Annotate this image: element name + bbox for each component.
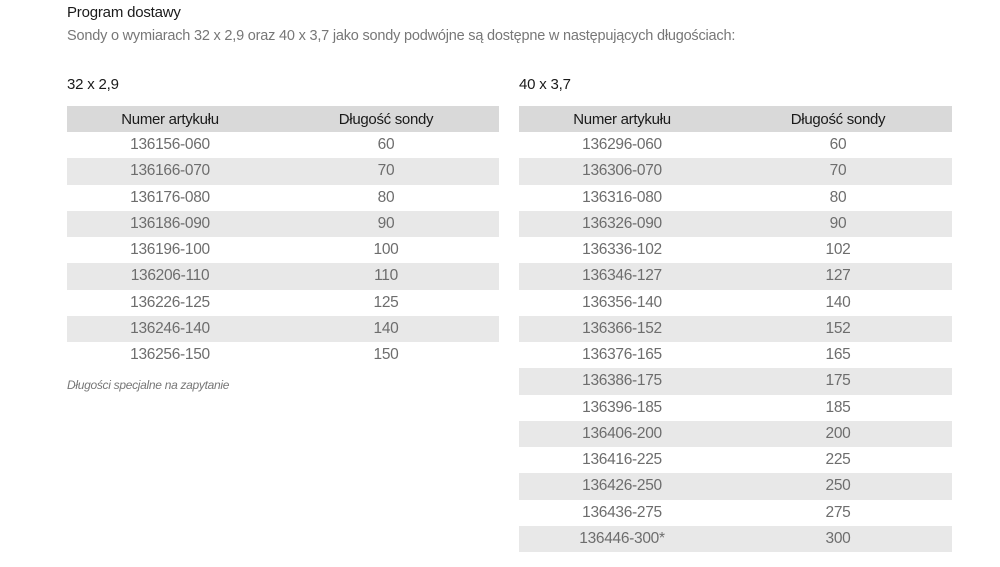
table-row: [67, 342, 499, 368]
table-row: [67, 132, 499, 158]
probe-length-cell: 250: [825, 477, 851, 495]
table-1-label: 32 x 2,9: [67, 76, 119, 93]
table-row: [519, 500, 952, 526]
article-number-cell: 136416-225: [582, 451, 662, 469]
table-row: [67, 290, 499, 316]
article-number-cell: 136186-090: [130, 214, 210, 232]
table-row: [519, 211, 952, 237]
table-row: [519, 368, 952, 394]
product-table-32x29: [67, 106, 499, 368]
probe-length-cell: 90: [377, 214, 395, 232]
table-row: [67, 185, 499, 211]
probe-length-cell: 152: [825, 319, 851, 337]
probe-length-cell: 110: [374, 267, 398, 285]
probe-length-cell: 275: [825, 503, 851, 521]
table-header-row: [67, 106, 499, 132]
probe-length-cell: 300: [825, 529, 851, 547]
special-lengths-note: Długości specjalne na zapytanie: [67, 378, 230, 392]
table-row: [519, 237, 952, 263]
product-table-40x37: [519, 106, 952, 552]
table-row: [519, 132, 952, 158]
probe-length-cell: 150: [373, 346, 399, 364]
article-number-cell: 136386-175: [582, 372, 662, 390]
probe-length-cell: 70: [377, 162, 395, 180]
probe-length-cell: 60: [829, 136, 847, 154]
probe-length-cell: 175: [825, 372, 851, 390]
article-number-cell: 136406-200: [582, 424, 662, 442]
table-row: [519, 421, 952, 447]
table-row: [67, 263, 499, 289]
article-number-cell: 136296-060: [582, 136, 662, 154]
table-row: [519, 316, 952, 342]
column-header-probe-length: Długość sondy: [790, 110, 886, 128]
column-header-probe-length: Długość sondy: [338, 110, 434, 128]
article-number-cell: 136316-080: [582, 188, 662, 206]
table-row: [519, 185, 952, 211]
table-row: [519, 342, 952, 368]
table-row: [67, 211, 499, 237]
probe-length-cell: 165: [825, 346, 851, 364]
probe-length-cell: 225: [825, 451, 851, 469]
article-number-cell: 136446-300*: [579, 529, 665, 547]
probe-length-cell: 200: [825, 424, 851, 442]
table-row: [67, 316, 499, 342]
probe-length-cell: 185: [825, 398, 851, 416]
article-number-cell: 136176-080: [130, 188, 210, 206]
article-number-cell: 136336-102: [582, 241, 662, 259]
probe-length-cell: 80: [377, 188, 395, 206]
probe-length-cell: 100: [373, 241, 399, 259]
article-number-cell: 136346-127: [582, 267, 662, 285]
article-number-cell: 136166-070: [130, 162, 210, 180]
table-row: [519, 526, 952, 552]
probe-length-cell: 127: [825, 267, 851, 285]
table-row: [67, 158, 499, 184]
column-header-article-number: Numer artykułu: [121, 110, 219, 128]
page-subtitle: Sondy o wymiarach 32 x 2,9 oraz 40 x 3,7 jako sondy podwójne są dostępne w następujących długościach:: [67, 28, 736, 44]
probe-length-cell: 140: [825, 293, 851, 311]
table-row: [519, 263, 952, 289]
article-number-cell: 136366-152: [582, 319, 662, 337]
page-title: Program dostawy: [67, 4, 181, 21]
column-header-article-number: Numer artykułu: [573, 110, 671, 128]
probe-length-cell: 125: [373, 293, 399, 311]
probe-length-cell: 80: [829, 188, 847, 206]
article-number-cell: 136356-140: [582, 293, 662, 311]
article-number-cell: 136436-275: [582, 503, 662, 521]
table-row: [67, 237, 499, 263]
table-row: [519, 158, 952, 184]
article-number-cell: 136256-150: [130, 346, 210, 364]
article-number-cell: 136226-125: [130, 293, 210, 311]
article-number-cell: 136426-250: [582, 477, 662, 495]
article-number-cell: 136306-070: [582, 162, 662, 180]
table-row: [519, 473, 952, 499]
article-number-cell: 136196-100: [130, 241, 210, 259]
probe-length-cell: 140: [373, 319, 399, 337]
article-number-cell: 136156-060: [130, 136, 210, 154]
article-number-cell: 136326-090: [582, 214, 662, 232]
table-header-row: [519, 106, 952, 132]
table-2-label: 40 x 3,7: [519, 76, 571, 93]
probe-length-cell: 60: [377, 136, 395, 154]
table-row: [519, 395, 952, 421]
article-number-cell: 136396-185: [582, 398, 662, 416]
table-row: [519, 290, 952, 316]
probe-length-cell: 70: [829, 162, 847, 180]
probe-length-cell: 90: [829, 214, 847, 232]
probe-length-cell: 102: [825, 241, 851, 259]
article-number-cell: 136376-165: [582, 346, 662, 364]
table-row: [519, 447, 952, 473]
article-number-cell: 136206-110: [130, 267, 210, 285]
article-number-cell: 136246-140: [130, 319, 210, 337]
